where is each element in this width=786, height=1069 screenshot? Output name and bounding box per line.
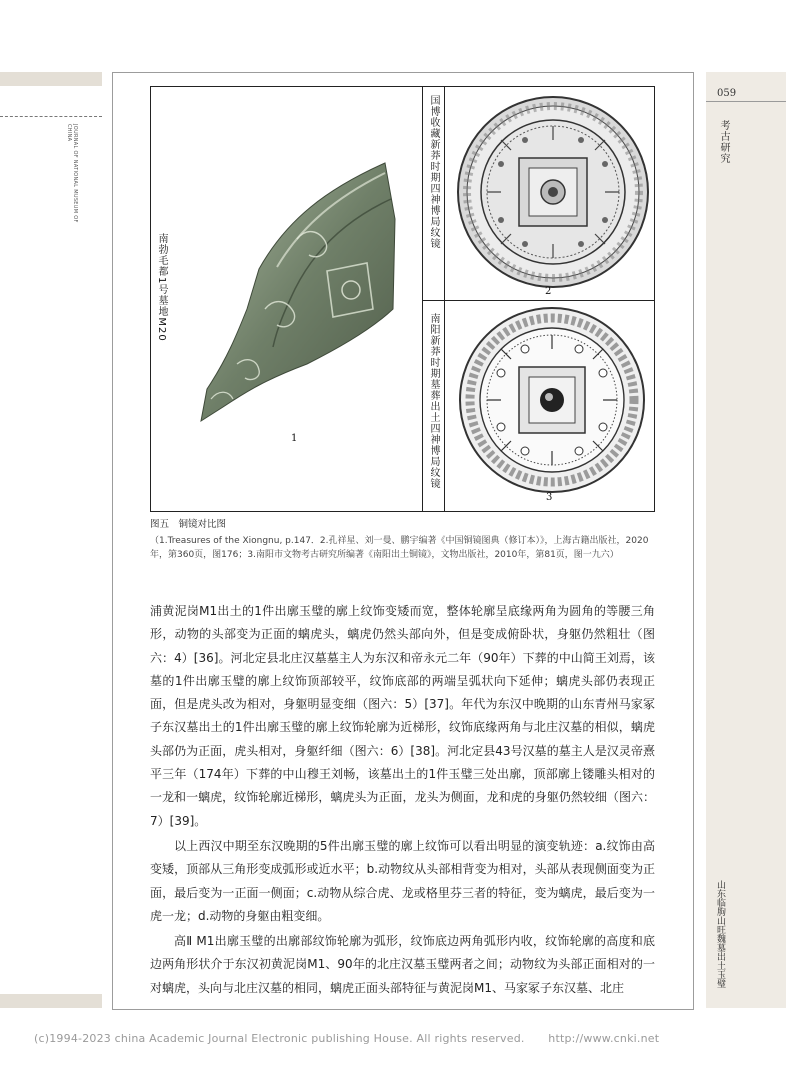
- article-running-title: 山东临朐山旺魏墓出土玉璧: [715, 880, 725, 988]
- body-paragraph-1: 浦黄泥岗M1出土的1件出廓玉璧的廓上纹饰变矮而宽，整体轮廓呈底缘两角为圆角的等腰三角形，动物的头部变为正面的螭虎头，螭虎仍然头部向外，但是变成俯卧状，身躯仍然粗壮（图六：4）[36]。河北定县北庄汉墓墓主人为东汉和帝永元二年（90年）下葬的中山简王刘焉，该墓的1件出廓玉璧的廓上纹饰顶部较平，纹饰底部的两端呈弧状向下延伸；螭虎头部仍表现正面，但是虎头改为相对，身躯明显变细（图六：5）[37]。年代为东汉中晚期的山东青州马家冢子东汉墓出土的1件出廓玉璧的廓上纹饰轮廓为近梯形，纹饰底缘两角与北庄汉墓的相似，螭虎头部仍为正面，虎头相对，身躯纤细（图六：6）[38]。河北定县43号汉墓的墓主人是汉灵帝熹平三年（174年）下葬的中山穆王刘畅，该墓出土的1件玉璧三处出廓，顶部廓上镂雕头相对的一龙和一螭虎，纹饰轮廓近梯形，螭虎头为正面，龙头为侧面，龙和虎的身躯仍然较细（图六：7）[39]。: [150, 604, 655, 828]
- bronze-mirror-image-2: [455, 94, 651, 290]
- figure-divider-vertical-1: [422, 87, 423, 511]
- figure-divider-horizontal: [422, 300, 654, 301]
- figure-label-left: 南勃毛都1号墓地M20: [156, 233, 167, 342]
- right-sidebar: [706, 72, 786, 1008]
- body-paragraph-2: 以上西汉中期至东汉晚期的5件出廓玉璧的廓上纹饰可以看出明显的演变轨迹：a.纹饰由高变矮，顶部从三角形变成弧形或近水平；b.动物纹从头部相背变为相对，头部从表现侧面变为正面，最后变为一正面一侧面；c.动物从综合虎、龙或格里芬三者的特征，变为螭虎，最后变为一虎一龙；d.动物的身躯由粗变细。: [150, 838, 655, 923]
- figure-number-2: 2: [545, 286, 552, 297]
- journal-side-title: JOURNAL OF NATIONAL MUSEUM OF CHINA: [66, 124, 78, 223]
- figure-caption-sources: （1.Treasures of the Xiongnu, p.147．2.孔祥星、刘一曼、鹏宇编著《中国铜镜图典（修订本）》，上海古籍出版社，2020年，第360页，图176；3.南阳市文物考古研究所编著《南阳出土铜镜》，文物出版社，2010年，第81页，图一九六）: [150, 536, 649, 560]
- left-margin-bar-bottom: [0, 994, 102, 1008]
- figure-label-right-top: 国博收藏新莽时期四神博局纹镜: [428, 95, 439, 249]
- figure-label-right-bottom: 南阳新莽时期墓葬出土四神博局纹镜: [428, 313, 439, 489]
- figure-number-1: 1: [291, 433, 298, 444]
- figure-caption-title: 图五 铜镜对比图: [150, 519, 227, 530]
- section-title: 考古研究: [718, 120, 729, 164]
- figure-divider-vertical-2: [444, 87, 445, 511]
- figure-number-3: 3: [546, 492, 553, 503]
- copyright-text: (c)1994-2023 china Academic Journal Electronic publishing House. All rights reserved.: [34, 1032, 525, 1045]
- figure-caption: [150, 518, 655, 562]
- footer-url: http://www.cnki.net: [548, 1032, 660, 1045]
- bronze-mirror-image-3: [457, 305, 647, 495]
- copyright-footer: [34, 1032, 659, 1045]
- figure-comparison-box: [150, 86, 655, 512]
- article-body: [150, 600, 655, 1002]
- body-paragraph-3: 高Ⅱ M1出廓玉璧的出廓部纹饰轮廓为弧形，纹饰底边两角弧形内收，纹饰轮廓的高度和底边两角形状介于东汉初黄泥岗M1、90年的北庄汉墓玉璧两者之间；动物纹为头部正面相对的一对螭虎，头向与北庄汉墓的相同，螭虎正面头部特征与黄泥岗M1、马家冢子东汉墓、北庄: [150, 934, 655, 995]
- mirror-fragment-image: [177, 159, 397, 429]
- left-dashed-rule: [0, 116, 102, 117]
- right-sidebar-rule: [706, 101, 786, 102]
- left-margin-bar-top: [0, 72, 102, 86]
- page-number: 059: [717, 88, 737, 99]
